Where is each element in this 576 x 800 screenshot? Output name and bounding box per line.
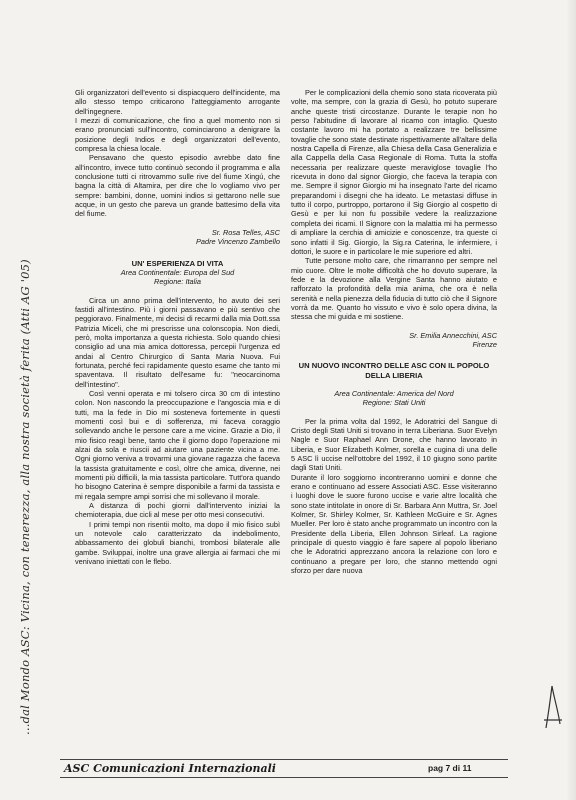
paragraph: Durante il loro soggiorno incontreranno uomini e donne che erano e continuano ad essere Associati ASC. Esse visiteranno i luoghi dove le suore furono uccise e varie altre località che sono state intitolate in onore di Sr. Barbara Ann Muttra, Sr. Joel Kolmer, Sr. Shirley Kolmer, Sr. Kathleen McGuire e Sr. Agnes Mueller. Per loro è stato anche programmato un incontro con la Presidente della Liberia, Ellen Johnson Sirleaf. La ragione principale di questo viaggio è fare sapere al popolo liberiano che le Adoratrici apprezzano ancora la relazione con loro e continuano a pregare per loro, che stanno mettendo ogni sforzo per dare nuova (291, 472, 497, 576)
signature: Firenze (472, 339, 497, 349)
paragraph: Pensavano che questo episodio avrebbe dato fine all'incontro, invece tutto continuò secondo il programma e alla conclusione tutti ci ritrovammo sulle rive del fiume Xingú, che bagna la città di Altamira, per dire che lo vogliamo vivo per sempre: bambini, donne, uomini indios si gettarono nelle sue acque, in un gesto che pareva un grande battesimo della vita del fiume. (75, 153, 280, 219)
footer-divider (60, 777, 508, 778)
paragraph: Così venni operata e mi tolsero circa 30 cm di intestino colon. Non nascondo la preoccupazione e l'angoscia mia e di tutti, ma la fede in Dio mi sosteneva fortemente in questi momenti così bui e di sofferenza, mi faceva coraggio sollevando anche le persone care a me vicine. Grazie a Dio, il mio fisico reagì bene, tanto che il giorno dopo l'operazione mi alzai da sola e riuscii ad aiutare una paziente vicina a me. Ogni giorno veniva a trovarmi una giovane ragazza che faceva la tassista gratuitamente e così, oltre che amica, divenne, nei momenti più difficili, la mia tassista particolare. Tutt'ora quando ho bisogno Caterina è sempre disponibile a farmi da tassista e mi regala sempre ampi sorrisi che mi sollevano il morale. (75, 388, 280, 501)
handwritten-margin-note: ...dal Mondo ASC: Vicina, con tenerezza, alla nostra società ferita (Atti AG '05) (18, 259, 32, 735)
section-region: Regione: Stati Uniti (362, 398, 426, 408)
section-area: Area Continentale: America del Nord (334, 388, 454, 398)
signature: Sr. Rosa Telles, ASC (211, 227, 280, 237)
paragraph: I mezzi di comunicazione, che fino a quel momento non si erano pronunciati sull'incontro, cominciarono a denigrare la posizione degli Indios e degli organizzatori dell'evento, compresa la chiesa locale. (75, 116, 280, 154)
section-title: UN' ESPERIENZA DI VITA (131, 258, 224, 268)
paragraph: Tutte persone molto care, che rimarranno per sempre nel mio cuore. Oltre le molte difficoltà che ho dovuto superare, la fede e la devozione alla Vergine Santa hanno aiutato e rafforzato la profondità della mia anima, che ora è nella serenità e nella pienezza della fiducia di tutto ciò che il Signore vorrà da me. Quanto ho vissuto e vivo è solo opera divina, la stessa che mi guida e mi sostiene. (291, 256, 497, 322)
scan-edge-shadow (566, 0, 576, 800)
section-area: Area Continentale: Europa del Sud (120, 267, 235, 277)
footer-publication: ASC Comunicazioni Internazionali (64, 762, 276, 775)
signature: Padre Vincenzo Zambello (196, 237, 280, 247)
handwritten-mark-icon (540, 680, 566, 732)
paragraph: Circa un anno prima dell'intervento, ho avuto dei seri fastidi all'intestino. Più i giorni passavano e più sentivo che peggioravo. Finalmente, mi decisi di recarmi dalla mia Dott.ssa Patrizia Miceli, che mi prescrisse una colonscopia. Non diedi, però, molta importanza a questa richiesta. Solo quando chiesi consiglio ad una mia amica dottoressa, percepii l'urgenza ed andai al Centro Chirurgico di Santa Maria Nuova. Fui fortunata, perché feci rapidamente questo esame che tanto mi spaventava. Il risultato dell'esame fu: "neocarcinoma dell'intestino". (75, 295, 280, 389)
paragraph: Per le complicazioni della chemio sono stata ricoverata più volte, ma sempre, con la grazia di Gesù, ho potuto superare anche queste tristi circostanze. Durante le terapie non ho perso l'abitudine di lavorare al ricamo con intaglio. Questo costante lavoro mi ha portato a realizzare tre bellissime tovaglie che sono state destinate rispettivamente all'altare della nostra Capella di Firenze, alla Chiesa della Casa Generalizia e alla Cappella della Casa Regionale di Roma. Tutta la stoffa necessaria per realizzare queste meraviglose tovaglie l'ho ricevuta in dono dal signor Giorgio, che faceva la terapia con me. Sempre il signor Giorgio mi ha insegnato l'arte del ricamo preparandomi i disegni che ha ideato. Le metastasi diffuse in tutto il corpo, purtroppo, portarono il Sig Giorgio al cospetto di Gesù e per lui non fu possibile vedere la realizzazione completa dei ricami. Il Signore con la malattia mi ha permesso di ampliare la cerchia di amicizie e conoscenze, tra queste ci sono infatti il Sig. Giorgio, la Sig.ra Caterina, le infermiere, i dottori, le suore e in particolare le mie superiore ed altri. (291, 88, 497, 256)
section-region: Regione: Italia (154, 277, 201, 287)
footer-divider (60, 759, 508, 760)
signature: Sr. Emilia Annecchini, ASC (409, 330, 497, 340)
page-number: pag 7 di 11 (428, 763, 472, 773)
section-title: UN NUOVO INCONTRO DELLE ASC CON IL POPOLO DELLA LIBERIA (298, 361, 490, 380)
paragraph: Per la prima volta dal 1992, le Adoratrici del Sangue di Cristo degli Stati Uniti si trovano in terra Liberiana. Suor Evelyn Nagle e Suor Raphael Ann Drone, che hanno lavorato in Liberia, e Suor Elizabeth Kolmer, sorella e cugina di una delle 5 ASC lì uccise nell'ottobre del 1992, il 10 giugno sono partite dagli Stati Uniti. (291, 416, 497, 473)
left-column (75, 88, 280, 567)
paragraph: Gli organizzatori dell'evento si dispiacquero dell'incidente, ma allo stesso tempo criticarono l'atteggiamento arrogante dell'ingegnere. (75, 88, 280, 116)
right-column (291, 88, 497, 576)
paragraph: A distanza di pochi giorni dall'intervento iniziai la chemioterapia, due cicli al mese per otto mesi consecutivi. (75, 501, 280, 520)
paragraph: I primi tempi non risentii molto, ma dopo il mio fisico subì un notevole calo caratterizzato da indebolimento, abbassamento dei globuli bianchi, trombosi bilaterale alle gambe. Sviluppai, inoltre una grave allergia ai farmaci che mi venivano iniettati con le flebo. (75, 519, 280, 567)
